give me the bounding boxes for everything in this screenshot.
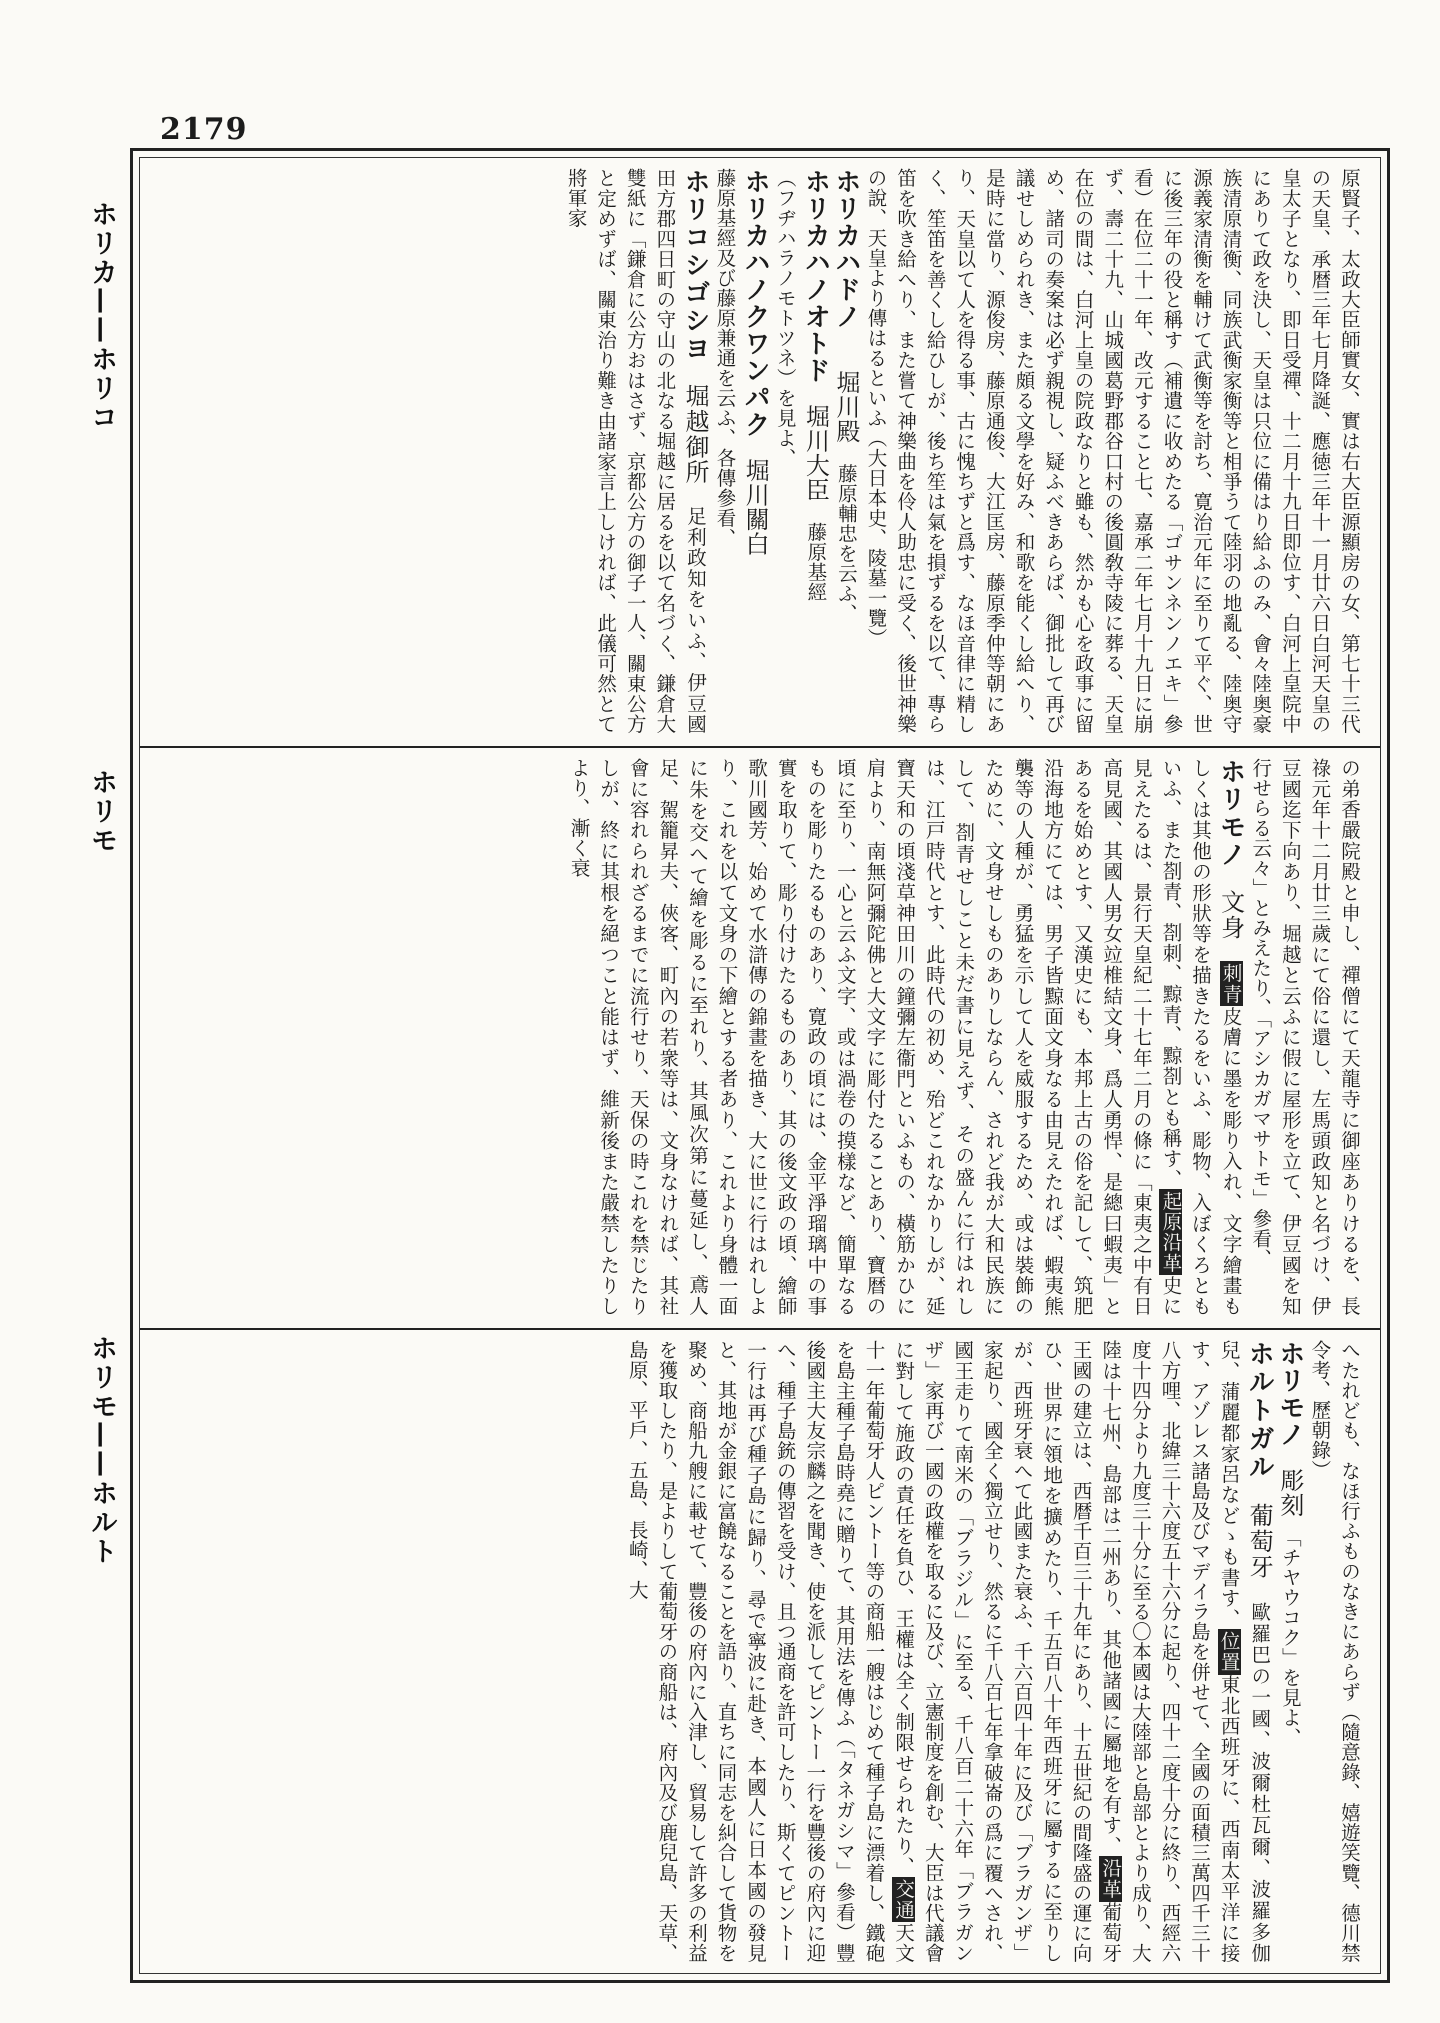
headword-kanji: 葡萄牙	[1245, 1502, 1274, 1581]
page-number: 2179	[160, 112, 248, 147]
section-3	[140, 1330, 1380, 1975]
running-head-2: ホリモ	[86, 768, 117, 855]
entry-horikawanokanpaku: ホリカハノクワンパク 堀川關白 藤原基經及び藤原兼通を云ふ、各傳參看、	[713, 168, 771, 556]
entry-horikawanootodo: ホリカハノオトド 堀川大臣 藤原基經 （フヂハラノモトツネ）を見よ、	[773, 168, 831, 602]
entry-continuation: の弟香嚴院殿と申し、禪僧にて天龍寺に御座ありけるを、長祿元年十二月廿三歲にて俗に還し、左馬頭政知と名づけ、伊豆國迄下向あり、堀越と云ふに假に屋形を立て、伊豆國を知行せらる云々」とみえたり、「アシカガマサトモ」參看、	[1249, 758, 1361, 1316]
headword-kanji: 文身	[1216, 889, 1245, 940]
source-citation: （大日本史、陵墓一覽）	[864, 428, 888, 648]
page-frame	[130, 148, 1390, 1983]
section-1-text	[561, 168, 1364, 734]
entry-horimono-chokoku: ホリモノ 彫刻 「チヤウコク」を見よ、	[1274, 1340, 1305, 1748]
section-tag: 起原沿革	[1159, 1191, 1183, 1274]
headword-kanji: 堀越御所	[680, 383, 709, 485]
section-tag: 沿革	[1099, 1858, 1123, 1900]
section-1	[140, 158, 1380, 748]
headword-kanji: 堀川關白	[741, 458, 770, 556]
entry-continuation: へたれども、なほ行ふものなきにあらず（隨意錄、嬉遊笑覽、德川禁令考、歷朝錄）	[1308, 1340, 1361, 1963]
entry-horikoshigosho: ホリコシゴシヨ 堀越御所 足利政知をいふ、伊豆國田方郡四日町の守山の北なる堀越に居るを以て名づく、鎌倉大雙紙に「鎌倉に公方おはさず、京都公方の御子一人、關東公方と定めずば、關東治り難き由諸家言上しければ、此儀可然とて將軍家	[564, 168, 710, 734]
headword-kanji: 堀川殿	[831, 370, 860, 444]
headword: ホリモノ	[1274, 1340, 1305, 1448]
headword: ホリカハノクワンパク	[740, 168, 771, 438]
entry-horimono-bunshin: ホリモノ 文身 刺青皮膚に墨を彫り入れ、文字繪畫もしくは其他の形狀等を描きたるをいふ、彫物、入ぼくろともいふ、また剳青、剳刺、黥青、黥剳とも稱す、起原沿革史に見えたるは、景行天皇紀二十七年二月の條に「東夷之中有日高見國、其國人男女竝椎結文身、爲人勇悍、是總曰蝦夷」とあるを始めとす、又漢史にも、本邦上古の俗を記して、筑肥沿海地方にては、男子皆黥面文身なる由見えたれば、蝦夷熊襲等の人種が、勇猛を示して人を威服するため、或は裝飾のために、文身せしものありしならん、されど我が大和民族にして、剳青せしこと未だ書に見えず、その盛んに行はれしは、江戸時代とす、此時代の初め、殆どこれなかりしが、延寶天和の頃淺草神田川の鐘彌左衞門といふもの、橫筋かひに肩より、南無阿彌陀佛と大文字に彫付たることあり、寶暦の頃に至り、一心と云ふ文字、或は渦卷の摸樣など、簡單なるものを彫りたるものあり、寛政の頃には、金平淨瑠璃中の事實を取りて、彫り付けたるものあり、其の後文政の頃、繪師歌川國芳、始めて水滸傳の錦畫を描き、大に世に行はれしより、これを以て文身の下繪とする者あり、これより身體一面に朱を交へて繪を彫るに至れり、其風次第に蔓延し、鳶人足、駕籠昇夫、俠客、町內の若衆等は、文身なければ、其社會に容れられざるまでに流行せり、天保の時これを禁じたりしが、終に其根を絕つこと能はず、維新後また嚴禁したりしより、漸く衰	[567, 758, 1246, 1316]
section-3-text	[622, 1340, 1364, 1963]
headword: ホリモノ	[1215, 758, 1246, 869]
section-2-text	[564, 758, 1364, 1316]
running-head-1: ホリカ——ホリコ	[86, 200, 117, 432]
headword-kanji: 堀川大臣	[801, 404, 830, 502]
section-2	[140, 748, 1380, 1330]
headword-kanji: 彫刻	[1275, 1468, 1304, 1517]
section-tag: 刺青	[1219, 962, 1243, 1005]
running-head-3: ホリモ——ホルト	[86, 1334, 117, 1566]
headword: ホリカハドノ	[830, 168, 861, 330]
headword: ホリコシゴシヨ	[679, 168, 710, 363]
headword: ホルトガル	[1244, 1340, 1275, 1482]
section-tag: 位置	[1217, 1631, 1241, 1673]
section-tag: 交通	[892, 1879, 916, 1921]
entry-horikawadono: ホリカハドノ 堀川殿 藤原輔忠を云ふ、	[830, 168, 861, 624]
frame-inner	[139, 157, 1381, 1974]
headword: ホリカハノオトド	[800, 168, 831, 384]
entry-porutogaru: ホルトガル 葡萄牙 歐羅巴の一國、波爾杜瓦爾、波羅多伽兒、蒲麗都家呂などゝも書す、位置東北西班牙に、西南太平洋に接す、アゾレス諸島及びマデイラ島を併せて、全國の面積三萬四千三十八方哩、北緯三十六度五十六分に起り、四十二度十分に終り、西經六度十四分より九度三十分に至る〇本國は大陸部と島部とより成り、大陸は十七州、島部は二州あり、其他諸國に屬地を有す、沿革葡萄牙王國の建立は、西暦千百三十九年にあり、十五世紀の間隆盛の運に向ひ、世界に領地を擴めたり、千五百八十年西班牙に屬するに至りしが、西班牙衰へて此國また衰ふ、千六百四十年に及び「ブラガンザ」家起り、國全く獨立せり、然るに千八百七年拿破崙の爲に覆へされ、國王走りて南米の「ブラジル」に至る、千八百二十六年「ブラガンザ」家再び一國の政權を取るに及び、立憲制度を創む、大臣は代議會に對して施政の責任を負ひ、王權は全く制限せられたり、交通天文十一年葡萄牙人ピントー等の商船一艘はじめて種子島に漂着し、鐵砲を島主種子島時堯に贈りて、其用法を傳ふ（「タネガシマ」參看）豐後國主大友宗麟之を聞き、使を派してピントー一行を豐後の府內に迎へ、種子島銃の傳習を受け、且つ通商を許可したり、斯くてピントー一行は再び種子島に歸り、尋で寧波に赴き、本國人に日本國の發見と、其地が金銀に富饒なることを語り、直ちに同志を糾合して貨物を聚め、商船九艘に載せて、豐後の府內に入津し、貿易して許多の利益を獲取したり、是よりして葡萄牙の商船は、府內及び鹿兒島、天草、島原、平戶、五島、長崎、大	[625, 1340, 1275, 1963]
entry-horikawa-tenno-body: 原賢子、太政大臣師實女、實は右大臣源顯房の女、第七十三代の天皇、承暦三年七月降誕、應徳三年十一月廿六日白河天皇の皇太子となり、即日受禪、十二月十九日即位す、白河上皇院中にありて政を決し、天皇は只位に備はり給ふのみ、會々陸奥豪族清原清衡、同族武衡家衡等と相爭うて陸羽の地亂る、陸奥守源義家清衡を輔けて武衡等を討ち、寛治元年に至りて平ぐ、世に後三年の役と稱す（補遺に收めたる「ゴサンネンノエキ」參看）在位二十一年、改元すること七、嘉承二年七月十九日に崩ず、壽二十九、山城國葛野郡谷口村の後圓敎寺陵に葬る、天皇在位の間は、白河上皇の院政なりと雖も、然かも心を政事に留め、諸司の奏案は必ず親視し、疑ふべきあらば、御批して再び議せしめられき、また頗る文學を好み、和歌を能くし給へり、是時に當り、源俊房、藤原通俊、大江匡房、藤原季仲等朝にあり、天皇以て人を得る事、古に愧ちずと爲す、なほ音律に精しく、笙笛を善くし給ひしが、後ち笙は氣を損ずるを以て、專ら笛を吹き給へり、また嘗て神樂曲を伶人助忠に受く、後世神樂の說、天皇より傳はるといふ（大日本史、陵墓一覽）	[864, 168, 1361, 734]
